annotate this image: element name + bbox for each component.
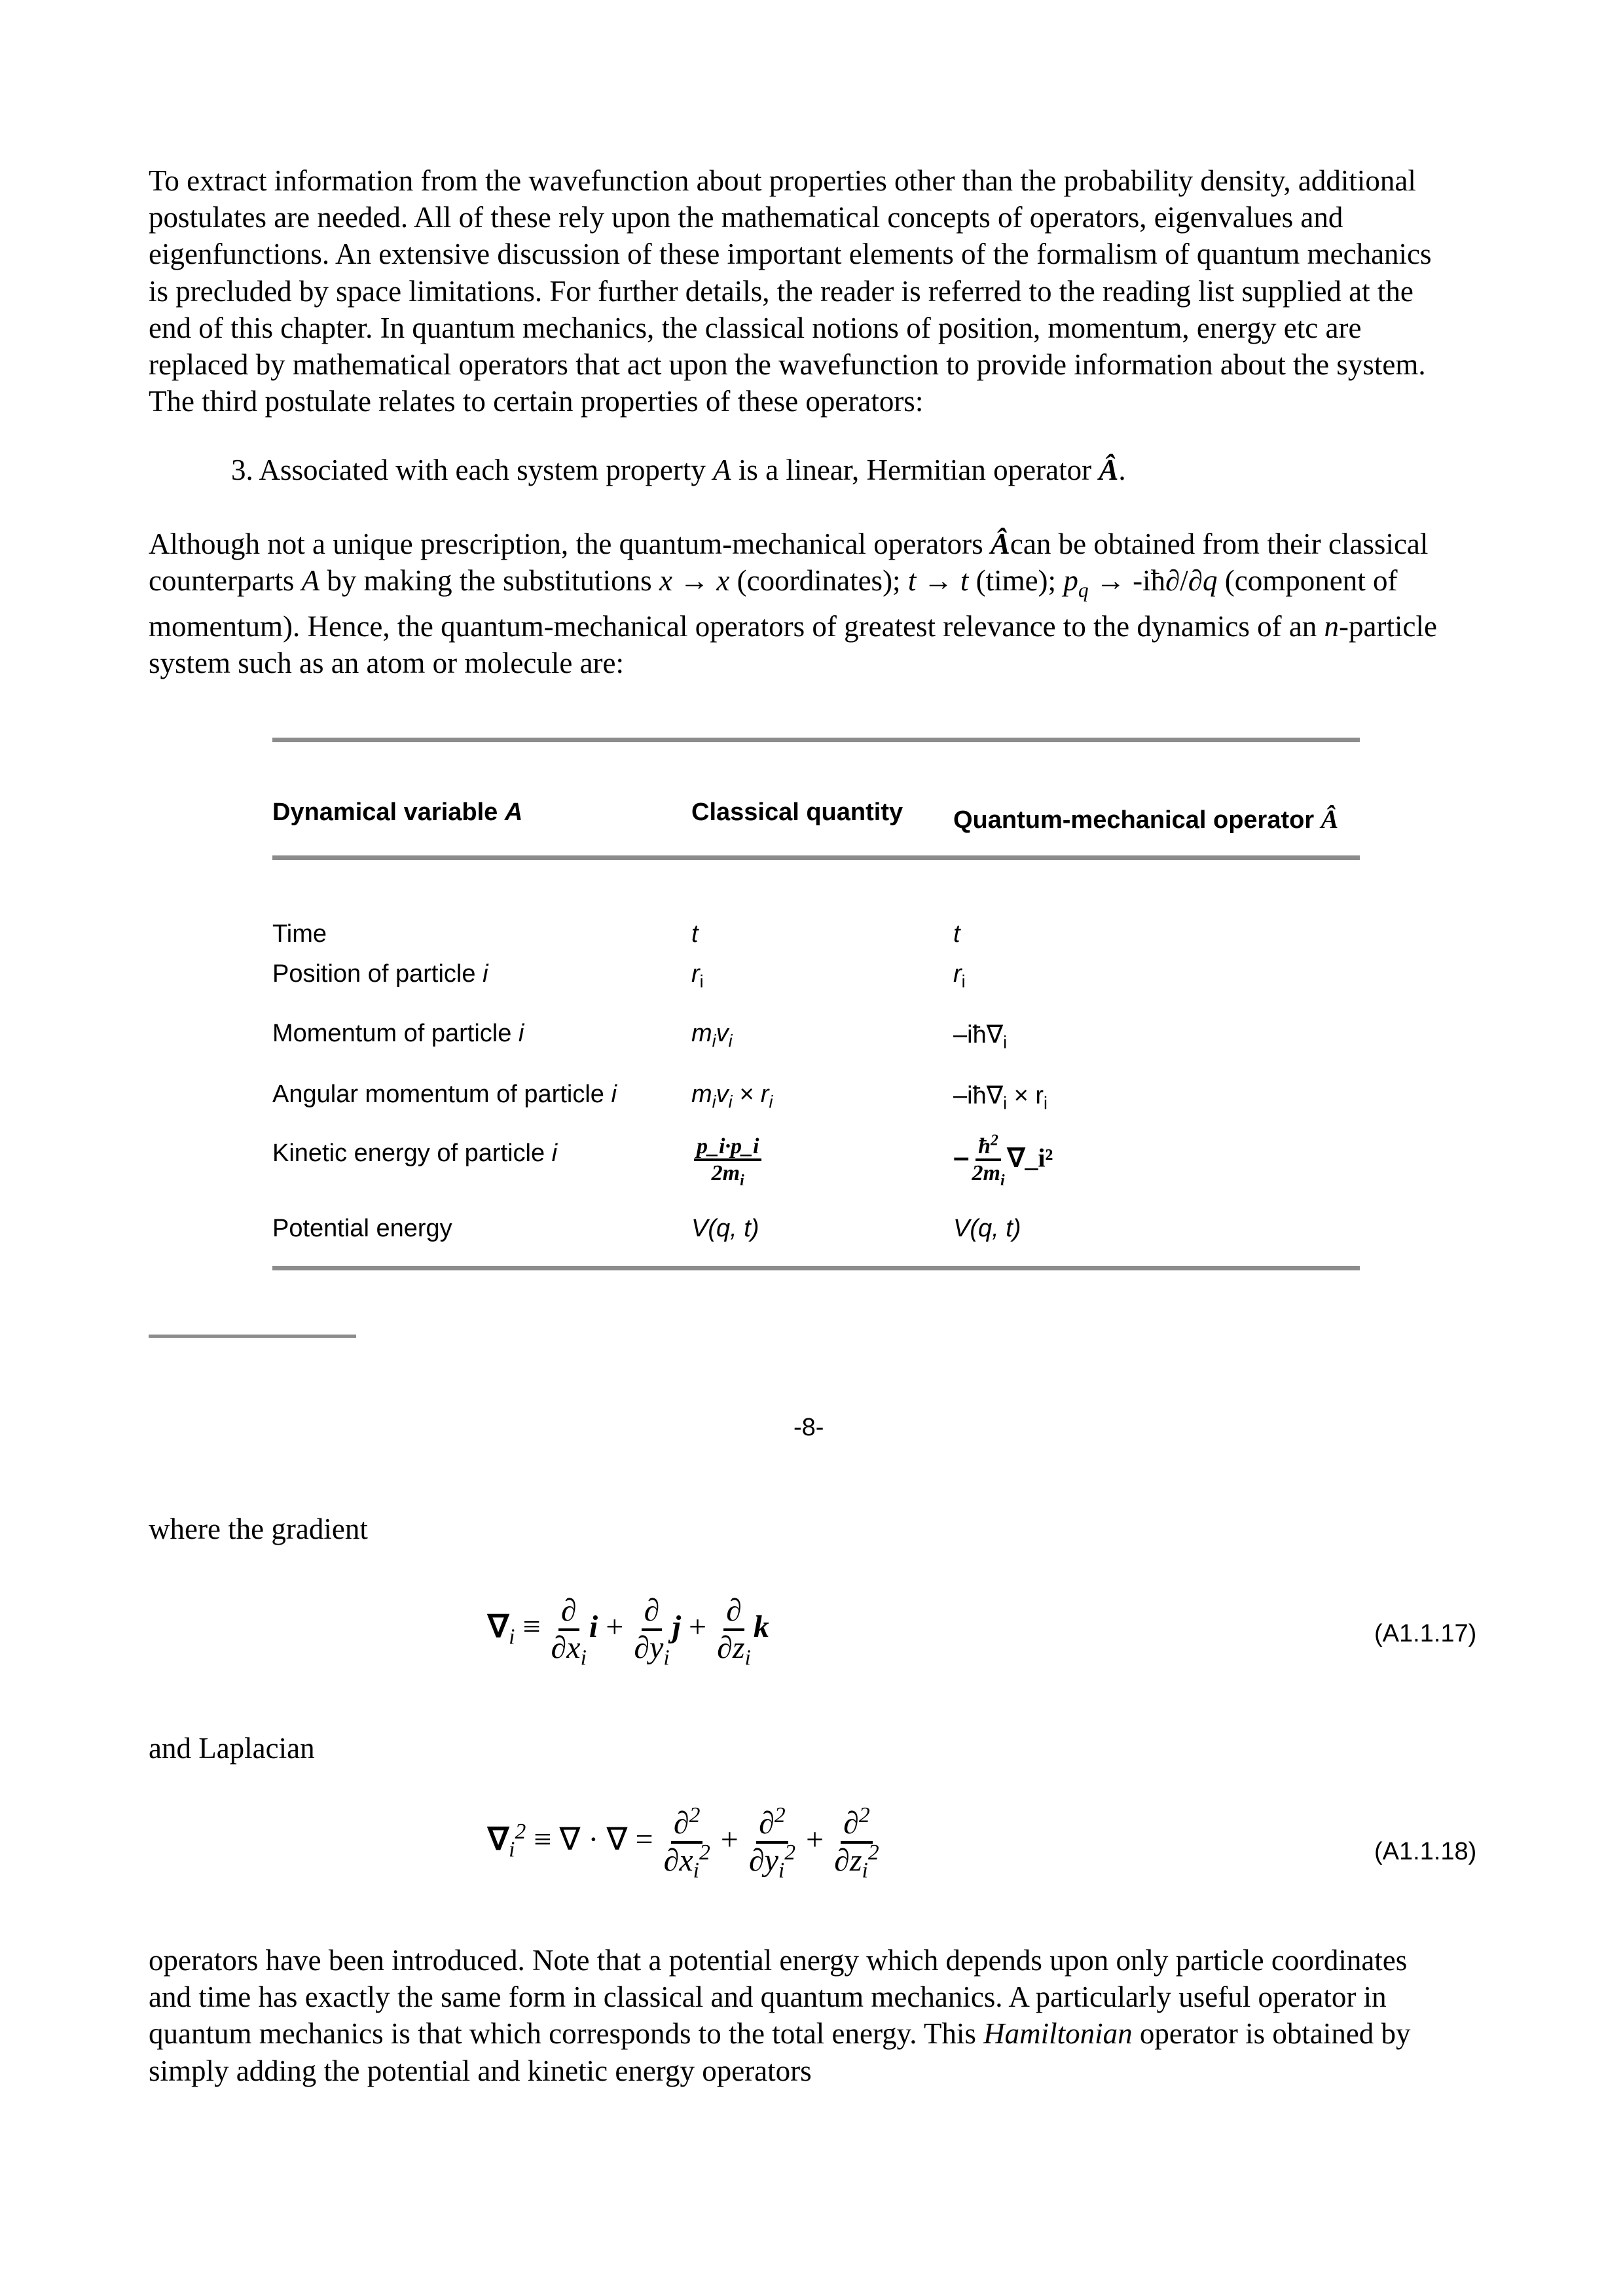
text-line: [149, 240, 1432, 269]
text-segment: The third postulate relates to certain properties of these operators:: [149, 385, 924, 418]
cell-classical: $r_i$: [691, 960, 704, 992]
laplacian-intro: and Laplacian: [149, 1732, 315, 1765]
italic-term: x: [659, 564, 672, 597]
cell-operator: V(q, t): [953, 1215, 1021, 1242]
variable-label: Time: [272, 920, 327, 948]
laplacian-term: ∇_i²: [1007, 1143, 1053, 1173]
cell-operator: t: [953, 920, 960, 948]
text-segment: (time);: [968, 564, 1064, 597]
cell-operator: $r_i$: [953, 960, 966, 992]
text-segment: (coordinates);: [729, 564, 908, 597]
text-segment: simply adding the potential and kinetic energy operators: [149, 2054, 812, 2087]
header-symbol: Â: [1321, 804, 1339, 834]
text-segment: To extract information from the wavefunction about properties other than the probability density, additional: [149, 164, 1416, 197]
text-line: [149, 649, 624, 678]
text-line: [149, 2019, 1411, 2049]
fraction-numerator: p_i·p_i: [694, 1134, 761, 1161]
italic-term: Hamiltonian: [983, 2017, 1133, 2051]
header-operator: [953, 804, 1338, 834]
variable-index: i: [483, 960, 488, 988]
text-segment: → -iħ∂/∂: [1088, 564, 1203, 597]
cell-variable: [272, 1020, 524, 1048]
cell-operator: $-iħ\nabla_i$: [953, 1021, 1008, 1052]
cell-classical: V(q, t): [691, 1215, 759, 1242]
text-line: [149, 203, 1343, 232]
table-top-rule: [272, 738, 1360, 742]
text-line: [149, 274, 1413, 308]
cell-classical: $m_iv_i \times r_i$: [691, 1081, 773, 1112]
variable-label: Momentum of particle: [272, 1020, 519, 1047]
text-line: [231, 456, 1126, 485]
cell-classical: $m_iv_i$: [691, 1020, 733, 1051]
cell-variable: [272, 920, 327, 948]
footnote-rule: [149, 1335, 356, 1338]
italic-term: q: [1078, 579, 1089, 601]
equation-a1-1-17: $\nabla_i$ ≡ $\frac{\partial}{\partial x_i}$ i + $\frac{\partial}{\partial y_i}$ j + $\frac{\partial}{\partial z_i}$ k: [488, 1593, 769, 1670]
equation-label-a1-1-18: (A1.1.18): [1374, 1838, 1477, 1865]
variable-index: i: [551, 1139, 558, 1167]
variable-label: Position of particle: [272, 960, 483, 988]
text-segment: .: [1118, 454, 1126, 486]
text-segment: operators have been introduced. Note that a potential energy which depends upon only particle coordinates: [149, 1944, 1408, 1977]
text-segment: and time has exactly the same form in classical and quantum mechanics. A particularly useful operator in: [149, 1981, 1387, 2014]
text-segment: quantum mechanics is that which corresponds to the total energy. This: [149, 2017, 984, 2051]
text-line: [149, 612, 1437, 641]
fraction-denominator: $2m_i$: [972, 1161, 1005, 1190]
variable-index: i: [518, 1020, 524, 1047]
italic-term: t: [907, 564, 917, 597]
italic-term: n: [1324, 610, 1340, 643]
text-segment: operator is obtained by: [1132, 2017, 1411, 2051]
text-line: [149, 1982, 1387, 2012]
italic-term: p: [1063, 564, 1078, 597]
text-segment: is precluded by space limitations. For further details, the reader is referred to the reading list supplied at the: [149, 274, 1413, 308]
text-segment: →: [672, 564, 717, 597]
header-text: Dynamical variable: [272, 798, 505, 826]
text-line: [149, 529, 1428, 559]
table-header-rule: [272, 855, 1360, 860]
cell-variable: [272, 1081, 617, 1109]
text-segment: -particle: [1339, 610, 1437, 643]
equation-label-a1-1-17: (A1.1.17): [1374, 1620, 1477, 1647]
italic-term: q: [1203, 564, 1218, 597]
cell-operator: [953, 1132, 1053, 1190]
variable-index: i: [611, 1081, 617, 1108]
variable-label: Potential energy: [272, 1215, 452, 1242]
text-segment: replaced by mathematical operators that act upon the wavefunction to provide information about the system.: [149, 348, 1426, 381]
cell-variable: [272, 1139, 557, 1168]
text-segment: Although not a unique prescription, the quantum-mechanical operators: [149, 528, 991, 560]
equation-a1-1-18: $\nabla_i^2$ ≡ ∇ · ∇ = $\frac{\partial^2}{\partial x_i^2}$ + $\frac{\partial^2}{\partial y_i^2}$ + $\frac{\partial^2}{\partial z_i^2}$: [488, 1803, 879, 1883]
text-segment: postulates are needed. All of these rely upon the mathematical concepts of operators, eigenvalues and: [149, 201, 1343, 234]
text-segment: eigenfunctions. An extensive discussion of these important elements of the formalism of quantum mechanics: [149, 238, 1432, 271]
table-bottom-rule: [272, 1266, 1360, 1270]
italic-term: A: [301, 564, 320, 597]
italic-term: Â: [990, 528, 1010, 560]
cell-variable: [272, 960, 488, 988]
text-segment: is a linear, Hermitian operator: [731, 454, 1099, 486]
text-line: [149, 2056, 812, 2086]
italic-term: x: [716, 564, 730, 597]
text-segment: →: [916, 564, 960, 597]
text-line: [149, 1946, 1407, 1975]
variable-label: Angular momentum of particle: [272, 1081, 611, 1108]
fraction-denominator: $2m_i$: [711, 1161, 744, 1190]
cell-variable: [272, 1215, 452, 1243]
italic-term: A: [713, 454, 731, 486]
variable-label: Kinetic energy of particle: [272, 1139, 552, 1167]
minus-sign: –: [953, 1141, 970, 1174]
text-segment: momentum). Hence, the quantum-mechanical operators of greatest relevance to the dynamics of an: [149, 610, 1324, 643]
kinetic-operator-fraction: [972, 1132, 1005, 1190]
text-segment: can be obtained from their classical: [1010, 528, 1429, 560]
italic-term: t: [960, 564, 969, 597]
text-line: [149, 387, 923, 416]
text-segment: counterparts: [149, 564, 302, 597]
kinetic-classical-fraction: [694, 1134, 761, 1190]
text-segment: 3. Associated with each system property: [231, 454, 714, 486]
cell-classical: [691, 1134, 764, 1190]
text-segment: by making the substitutions: [319, 564, 659, 597]
header-dynamical-variable: [272, 798, 522, 827]
text-line: [149, 350, 1426, 380]
cell-classical: t: [691, 920, 699, 948]
cell-operator: $-iħ\nabla_i \times r_i$: [953, 1082, 1048, 1113]
header-text: Quantum-mechanical operator: [953, 806, 1321, 834]
text-segment: system such as an atom or molecule are:: [149, 647, 625, 679]
header-symbol: A: [504, 798, 523, 826]
header-classical-quantity: Classical quantity: [691, 798, 903, 826]
text-line: [149, 166, 1416, 196]
page-number: -8-: [793, 1414, 824, 1441]
italic-term: Â: [1099, 454, 1119, 486]
text-segment: end of this chapter. In quantum mechanics, the classical notions of position, momentum, energy etc are: [149, 311, 1362, 344]
fraction-numerator: $ħ^2$: [976, 1134, 1001, 1161]
text-line: [149, 564, 1398, 601]
text-segment: (component of: [1217, 564, 1398, 597]
gradient-intro: where the gradient: [149, 1513, 368, 1545]
text-line: [149, 311, 1362, 344]
